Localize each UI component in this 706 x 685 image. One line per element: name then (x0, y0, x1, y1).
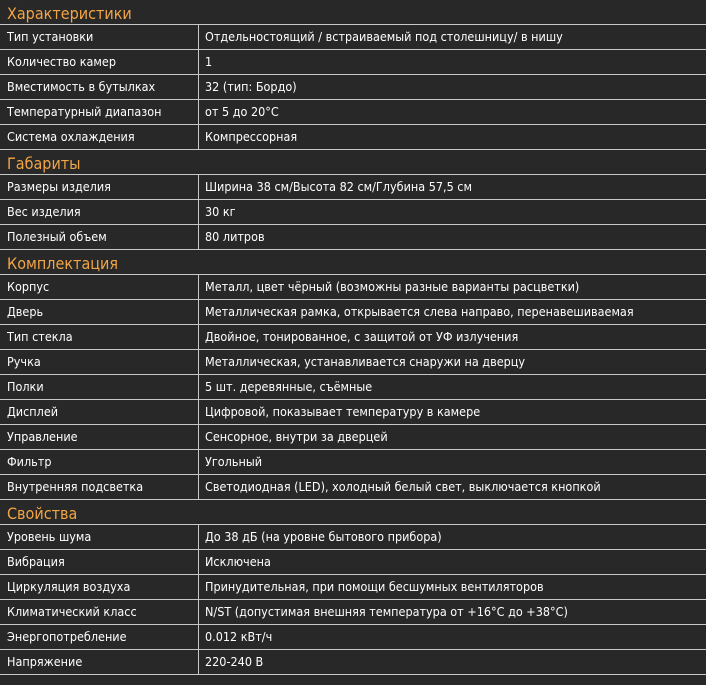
row-label: Вибрация (7, 554, 65, 569)
row-value: Светодиодная (LED), холодный белый свет, выключается кнопкой (198, 475, 706, 499)
row-value: Двойное, тонированное, с защитой от УФ излучения (198, 325, 706, 349)
table-row (0, 75, 706, 100)
row-value: Отдельностоящий / встраиваемый под столешницу/ в нишу (198, 25, 706, 49)
row-label: Энергопотребление (7, 629, 127, 644)
row-value: Металлическая, устанавливается снаружи на дверцу (198, 350, 706, 374)
row-value: 220-240 В (198, 650, 706, 674)
table-row (0, 600, 706, 625)
row-label: Размеры изделия (7, 179, 111, 194)
row-value: Металл, цвет чёрный (возможны разные варианты расцветки) (198, 275, 706, 299)
table-row (0, 450, 706, 475)
row-value: от 5 до 20°С (198, 100, 706, 124)
table-row (0, 200, 706, 225)
table-row (0, 525, 706, 550)
table-row (0, 325, 706, 350)
row-label: Управление (7, 429, 78, 444)
row-label: Уровень шума (7, 529, 92, 544)
row-value: До 38 дБ (на уровне бытового прибора) (198, 525, 706, 549)
row-value: N/ST (допустимая внешняя температура от +16°С до +38°С) (198, 600, 706, 624)
row-value: Принудительная, при помощи бесшумных вентиляторов (198, 575, 706, 599)
row-label: Температурный диапазон (7, 104, 162, 119)
row-value: Исключена (198, 550, 706, 574)
table-row (0, 275, 706, 300)
row-label: Корпус (7, 279, 50, 294)
row-value: Компрессорная (198, 125, 706, 149)
section-title-characteristics: Характеристики (0, 0, 706, 25)
row-label: Дисплей (7, 404, 59, 419)
row-value: 1 (198, 50, 706, 74)
table-row (0, 125, 706, 150)
section-title-equipment: Комплектация (0, 250, 706, 275)
row-label: Ручка (7, 354, 41, 369)
row-label: Тип стекла (7, 329, 73, 344)
row-value: Цифровой, показывает температуру в камере (198, 400, 706, 424)
row-label: Система охлаждения (7, 129, 135, 144)
table-row (0, 175, 706, 200)
row-value: 80 литров (198, 225, 706, 249)
table-row (0, 225, 706, 250)
table-row (0, 425, 706, 450)
row-label: Циркуляция воздуха (7, 579, 131, 594)
row-value: 30 кг (198, 200, 706, 224)
row-value: Угольный (198, 450, 706, 474)
row-label: Вместимость в бутылках (7, 79, 156, 94)
row-label: Количество камер (7, 54, 116, 69)
row-value: Сенсорное, внутри за дверцей (198, 425, 706, 449)
table-row (0, 575, 706, 600)
table-row (0, 300, 706, 325)
row-label: Вес изделия (7, 204, 81, 219)
table-row (0, 400, 706, 425)
table-row (0, 25, 706, 50)
row-label: Напряжение (7, 654, 83, 669)
table-row (0, 50, 706, 75)
row-label: Фильтр (7, 454, 52, 469)
section-title-properties: Свойства (0, 500, 706, 525)
row-label: Дверь (7, 304, 44, 319)
row-value: 0.012 кВт/ч (198, 625, 706, 649)
row-value: 5 шт. деревянные, съёмные (198, 375, 706, 399)
row-value: 32 (тип: Бордо) (198, 75, 706, 99)
row-label: Тип установки (7, 29, 94, 44)
row-label: Климатический класс (7, 604, 137, 619)
table-row (0, 625, 706, 650)
table-row (0, 650, 706, 675)
table-row (0, 475, 706, 500)
row-label: Полезный объем (7, 229, 107, 244)
section-title-dimensions: Габариты (0, 150, 706, 175)
row-label: Полки (7, 379, 44, 394)
table-row (0, 550, 706, 575)
table-row (0, 350, 706, 375)
table-row (0, 100, 706, 125)
table-row (0, 375, 706, 400)
row-label: Внутренняя подсветка (7, 479, 144, 494)
row-value: Ширина 38 см/Высота 82 см/Глубина 57,5 см (198, 175, 706, 199)
row-value: Металлическая рамка, открывается слева направо, перенавешиваемая (198, 300, 706, 324)
